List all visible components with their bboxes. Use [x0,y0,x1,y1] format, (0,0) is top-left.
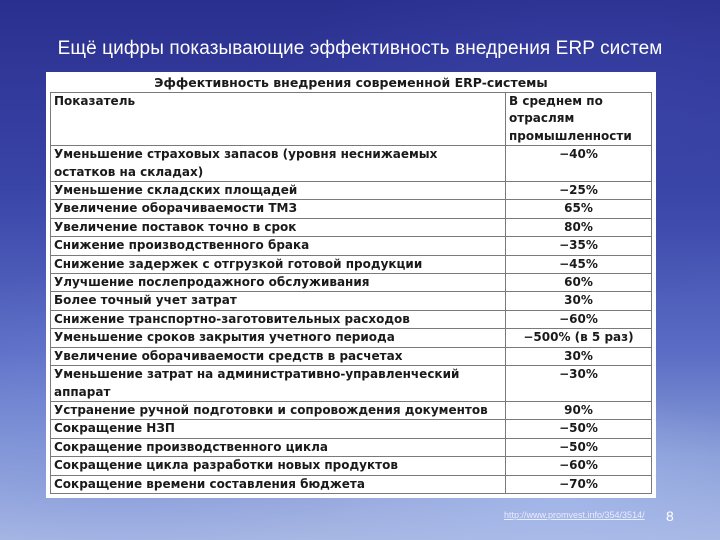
indicator-cell: Увеличение поставок точно в срок [51,218,506,236]
value-cell: −25% [506,182,652,200]
value-cell: −50% [506,420,652,438]
value-cell: −50% [506,438,652,456]
indicator-cell: Увеличение оборачиваемости средств в расчетах [51,347,506,365]
indicator-cell: Улучшение послепродажного обслуживания [51,274,506,292]
value-cell: −40% [506,146,652,182]
indicator-cell: Сокращение времени составления бюджета [51,475,506,493]
value-cell: −35% [506,237,652,255]
table-row [51,292,652,310]
table-row [51,457,652,475]
indicator-cell: Сокращение производственного цикла [51,438,506,456]
value-cell: −30% [506,366,652,402]
table-row [51,200,652,218]
indicator-cell: Уменьшение страховых запасов (уровня неснижаемых остатков на складах) [51,146,506,182]
table-header-row [51,93,652,146]
value-cell: 30% [506,347,652,365]
indicator-cell: Уменьшение затрат на административно-управленческий аппарат [51,366,506,402]
table-row [51,438,652,456]
indicator-cell: Снижение производственного брака [51,237,506,255]
value-cell: −500% (в 5 раз) [506,329,652,347]
value-cell: 30% [506,292,652,310]
value-cell: −45% [506,255,652,273]
value-cell: −70% [506,475,652,493]
value-cell: 90% [506,401,652,419]
table-row [51,255,652,273]
header-indicator: Показатель [51,93,506,146]
table-row [51,329,652,347]
indicator-cell: Устранение ручной подготовки и сопровождения документов [51,401,506,419]
table-row [51,182,652,200]
table-row [51,146,652,182]
table-row [51,347,652,365]
table-row [51,274,652,292]
slide-title: Ещё цифры показывающие эффективность внедрения ERP систем [57,38,663,59]
source-link[interactable]: http://www.promvest.info/354/3514/ [504,510,645,520]
indicator-cell: Сокращение цикла разработки новых продуктов [51,457,506,475]
indicator-cell: Более точный учет затрат [51,292,506,310]
indicator-cell: Снижение задержек с отгрузкой готовой продукции [51,255,506,273]
indicator-cell: Уменьшение складских площадей [51,182,506,200]
value-cell: −60% [506,457,652,475]
value-cell: 65% [506,200,652,218]
indicator-cell: Сокращение НЗП [51,420,506,438]
table-row [51,401,652,419]
page-number: 8 [666,508,674,524]
value-cell: −60% [506,310,652,328]
table-caption: Эффективность внедрения современной ERP-системы [154,75,548,90]
table-row [51,475,652,493]
table-row [51,218,652,236]
table-row [51,310,652,328]
table-panel [46,72,656,498]
indicator-cell: Уменьшение сроков закрытия учетного периода [51,329,506,347]
indicator-cell: Увеличение оборачиваемости ТМЗ [51,200,506,218]
metrics-table [50,92,652,494]
indicator-cell: Снижение транспортно-заготовительных расходов [51,310,506,328]
value-cell: 80% [506,218,652,236]
header-average: В среднем по отраслям промышленности [506,93,652,146]
table-row [51,366,652,402]
value-cell: 60% [506,274,652,292]
table-row [51,237,652,255]
table-row [51,420,652,438]
